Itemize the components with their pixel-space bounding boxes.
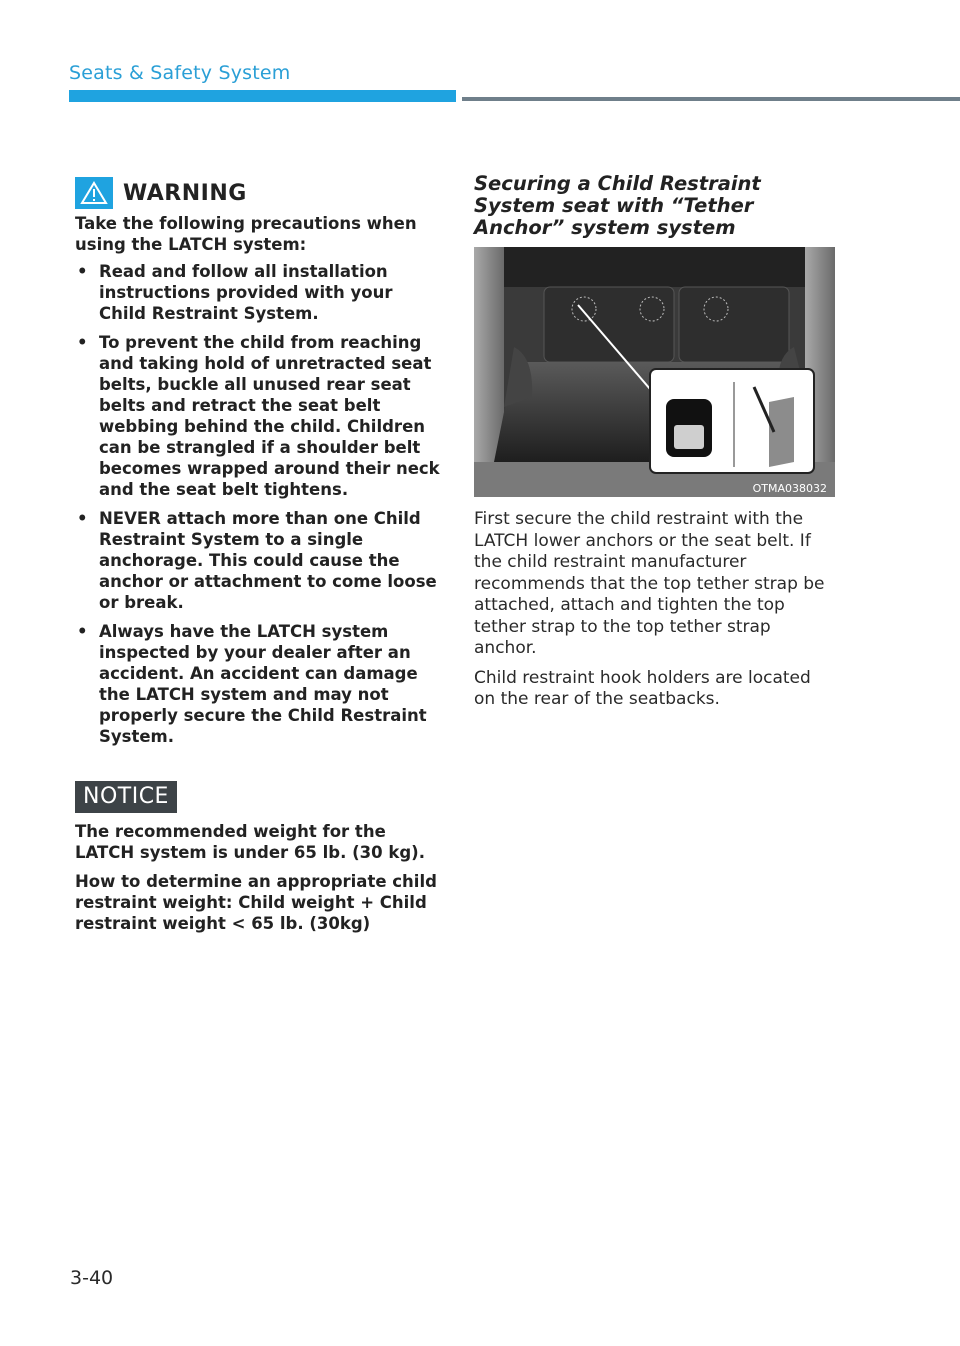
page-number: 3-40 xyxy=(70,1267,114,1289)
warning-item xyxy=(75,508,445,613)
right-column xyxy=(474,173,836,711)
warning-label: WARNING xyxy=(123,180,247,206)
warning-item xyxy=(75,261,445,324)
cargo-illustration xyxy=(474,247,835,497)
section-header-title: Seats & Safety System xyxy=(69,62,291,84)
warning-item-text: NEVER attach more than one Child Restraint System to a single anchorage. This could cause the anchor or attachment to come loose or break. xyxy=(99,509,437,612)
header-accent-bar xyxy=(69,90,456,102)
header-rule xyxy=(462,97,960,101)
bullet: • xyxy=(77,262,88,281)
warning-intro: Take the following precautions when using the LATCH system: xyxy=(75,214,417,254)
bullet: • xyxy=(77,622,88,641)
warning-item xyxy=(75,332,445,500)
section-heading: Securing a Child Restraint System seat with “Tether Anchor” system system xyxy=(474,172,761,239)
warning-item-text: Read and follow all installation instructions provided with your Child Restraint System. xyxy=(99,262,393,323)
left-column xyxy=(75,177,445,934)
notice-paragraph: The recommended weight for the LATCH system is under 65 lb. (30 kg). xyxy=(75,822,425,862)
warning-item-text: To prevent the child from reaching and taking hold of unretracted seat belts, buckle all unused rear seat belts and retract the seat belt webbing behind the child. Children can be strangled if a shoulder belt becomes wrapped around their neck and the seat belt tightens. xyxy=(99,333,440,499)
figure-code: OTMA038032 xyxy=(752,482,827,495)
body-paragraph: First secure the child restraint with the LATCH lower anchors or the seat belt. If the child restraint manufacturer recommends that the top tether strap be attached, attach and tighten the top tether strap to the top tether strap anchor. xyxy=(474,509,825,658)
warning-heading xyxy=(75,177,445,209)
warning-triangle-icon xyxy=(75,177,113,209)
notice-paragraph: How to determine an appropriate child restraint weight: Child weight + Child restraint weight < 65 lb. (30kg) xyxy=(75,872,437,933)
bullet: • xyxy=(77,333,88,352)
notice-badge: NOTICE xyxy=(75,781,177,813)
warning-item xyxy=(75,621,445,747)
bullet: • xyxy=(77,509,88,528)
body-paragraph: Child restraint hook holders are located on the rear of the seatbacks. xyxy=(474,667,811,709)
warning-list xyxy=(75,261,445,747)
cargo-area-figure xyxy=(474,247,835,497)
warning-item-text: Always have the LATCH system inspected by your dealer after an accident. An accident can damage the LATCH system and may not properly secure the Child Restraint System. xyxy=(99,622,427,746)
